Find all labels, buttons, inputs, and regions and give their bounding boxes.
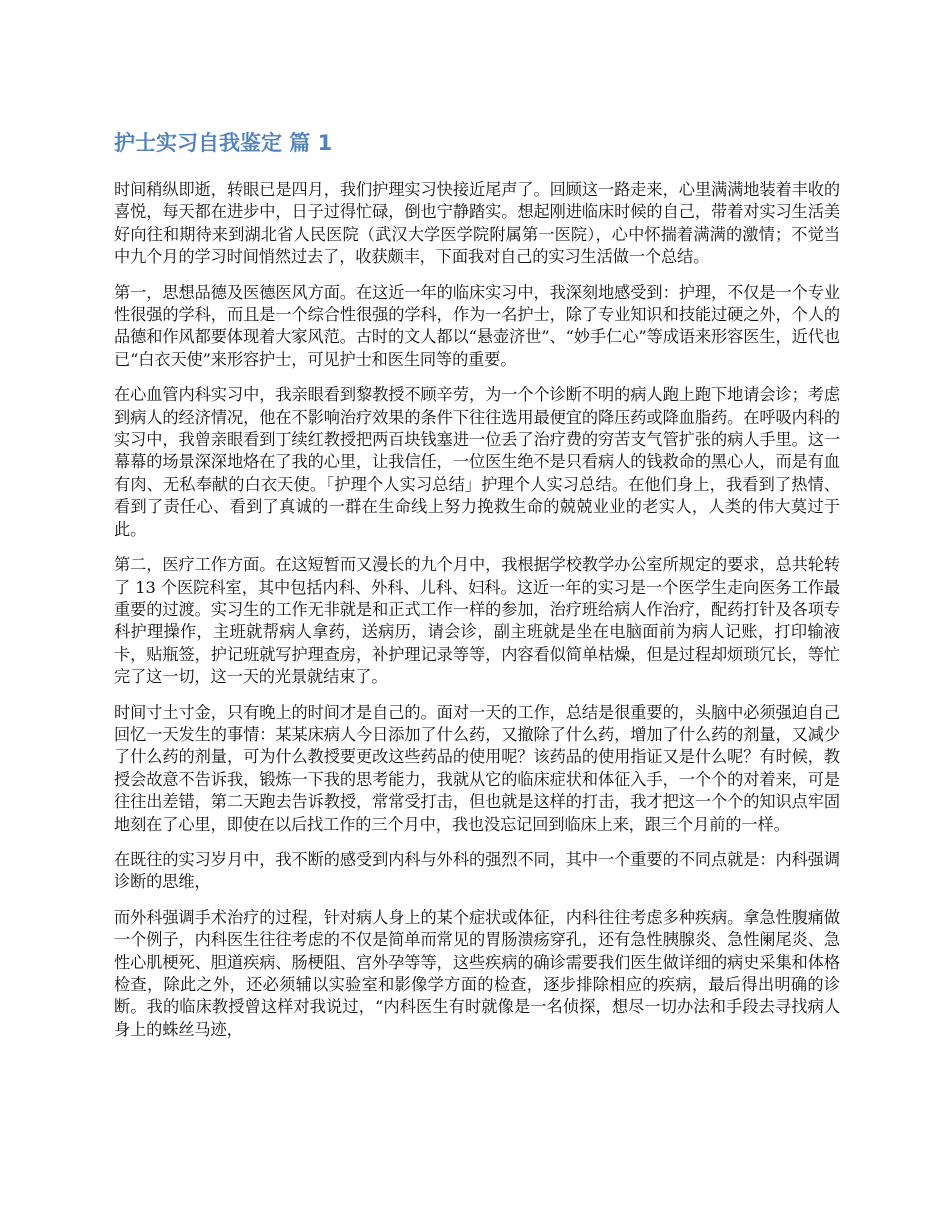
document-title: 护士实习自我鉴定 篇 1 xyxy=(114,131,333,155)
document-page xyxy=(114,127,840,1054)
paragraph-3: 在心血管内科实习中，我亲眼看到黎教授不顾辛劳，为一个个诊断不明的病人跑上跑下地请会诊；考虑到病人的经济情况，他在不影响治疗效果的条件下往往选用最便宜的降压药或降血脂药。在呼吸内科的实习中，我曾亲眼看到丁续红教授把两百块钱塞进一位丢了治疗费的穷苦支气管扩张的病人手里。这一幕幕的场景深深地烙在了我的心里，让我信任，一位医生绝不是只看病人的钱救命的黑心人，而是有血有肉、无私奉献的白衣天使。「护理个人实习总结」护理个人实习总结。在他们身上，我看到了热情、看到了责任心、看到了真诚的一群在生命线上努力挽救生命的兢兢业业的老实人，人类的伟大莫过于此。 xyxy=(114,385,840,539)
paragraph-1: 时间稍纵即逝，转眼已是四月，我们护理实习快接近尾声了。回顾这一路走来，心里满满地装着丰收的喜悦，每天都在进步中，日子过得忙碌，倒也宁静踏实。想起刚进临床时候的自己，带着对实习生活美好向往和期待来到湖北省人民医院（武汉大学医学院附属第一医院），心中怀揣着满满的激情；不觉当中九个月的学习时间悄然过去了，收获颇丰，下面我对自己的实习生活做一个总结。 xyxy=(114,180,840,267)
paragraph-2: 第一，思想品德及医德医风方面。在这近一年的临床实习中，我深刻地感受到：护理，不仅是一个专业性很强的学科，而且是一个综合性很强的学科，作为一名护士，除了专业知识和技能过硬之外，个人的品德和作风都要体现着大家风范。古时的文人都以“悬壶济世”、“妙手仁心”等成语来形容医生，近代也已“白衣天使”来形容护士，可见护士和医生同等的重要。 xyxy=(114,282,840,369)
paragraph-7: 而外科强调手术治疗的过程，针对病人身上的某个症状或体征，内科往往考虑多种疾病。拿急性腹痛做一个例子，内科医生往往考虑的不仅是简单而常见的胃肠溃疡穿孔，还有急性胰腺炎、急性阑尾炎、急性心肌梗死、胆道疾病、肠梗阻、宫外孕等等，这些疾病的确诊需要我们医生做详细的病史采集和体格检查，除此之外，还必须辅以实验室和影像学方面的检查，逐步排除相应的疾病，最后得出明确的诊断。我的临床教授曾这样对我说过，“内科医生有时就像是一名侦探，想尽一切办法和手段去寻找病人身上的蛛丝马迹， xyxy=(114,907,840,1039)
paragraph-5: 时间寸土寸金，只有晚上的时间才是自己的。面对一天的工作，总结是很重要的，头脑中必须强迫自己回忆一天发生的事情：某某床病人今日添加了什么药，又撤除了什么药，增加了什么药的剂量，又减少了什么药的剂量，可为什么教授要更改这些药品的使用呢？该药品的使用指证又是什么呢？有时候，教授会故意不告诉我，锻炼一下我的思考能力，我就从它的临床症状和体征入手，一个个的对着来，可是往往出差错，第二天跑去告诉教授，常常受打击，但也就是这样的打击，我才把这一个个的知识点牢固地刻在了心里，即使在以后找工作的三个月中，我也没忘记回到临床上来，跟三个月前的一样。 xyxy=(114,702,840,834)
paragraph-6: 在既往的实习岁月中，我不断的感受到内科与外科的强烈不同，其中一个重要的不同点就是：内科强调诊断的思维， xyxy=(114,849,840,892)
paragraph-4: 第二，医疗工作方面。在这短暂而又漫长的九个月中，我根据学校教学办公室所规定的要求，总共轮转了 13 个医院科室，其中包括内科、外科、儿科、妇科。这近一年的实习是一个医学生走向医务工作最重要的过渡。实习生的工作无非就是和正式工作一样的参加，治疗班给病人作治疗，配药打针及各项专科护理操作，主班就帮病人拿药，送病历，请会诊，副主班就是坐在电脑面前为病人记账，打印输液卡，贴瓶签，护记班就写护理查房，补护理记录等等，内容看似简单枯燥，但是过程却烦琐冗长，等忙完了这一切，这一天的光景就结束了。 xyxy=(114,555,840,687)
